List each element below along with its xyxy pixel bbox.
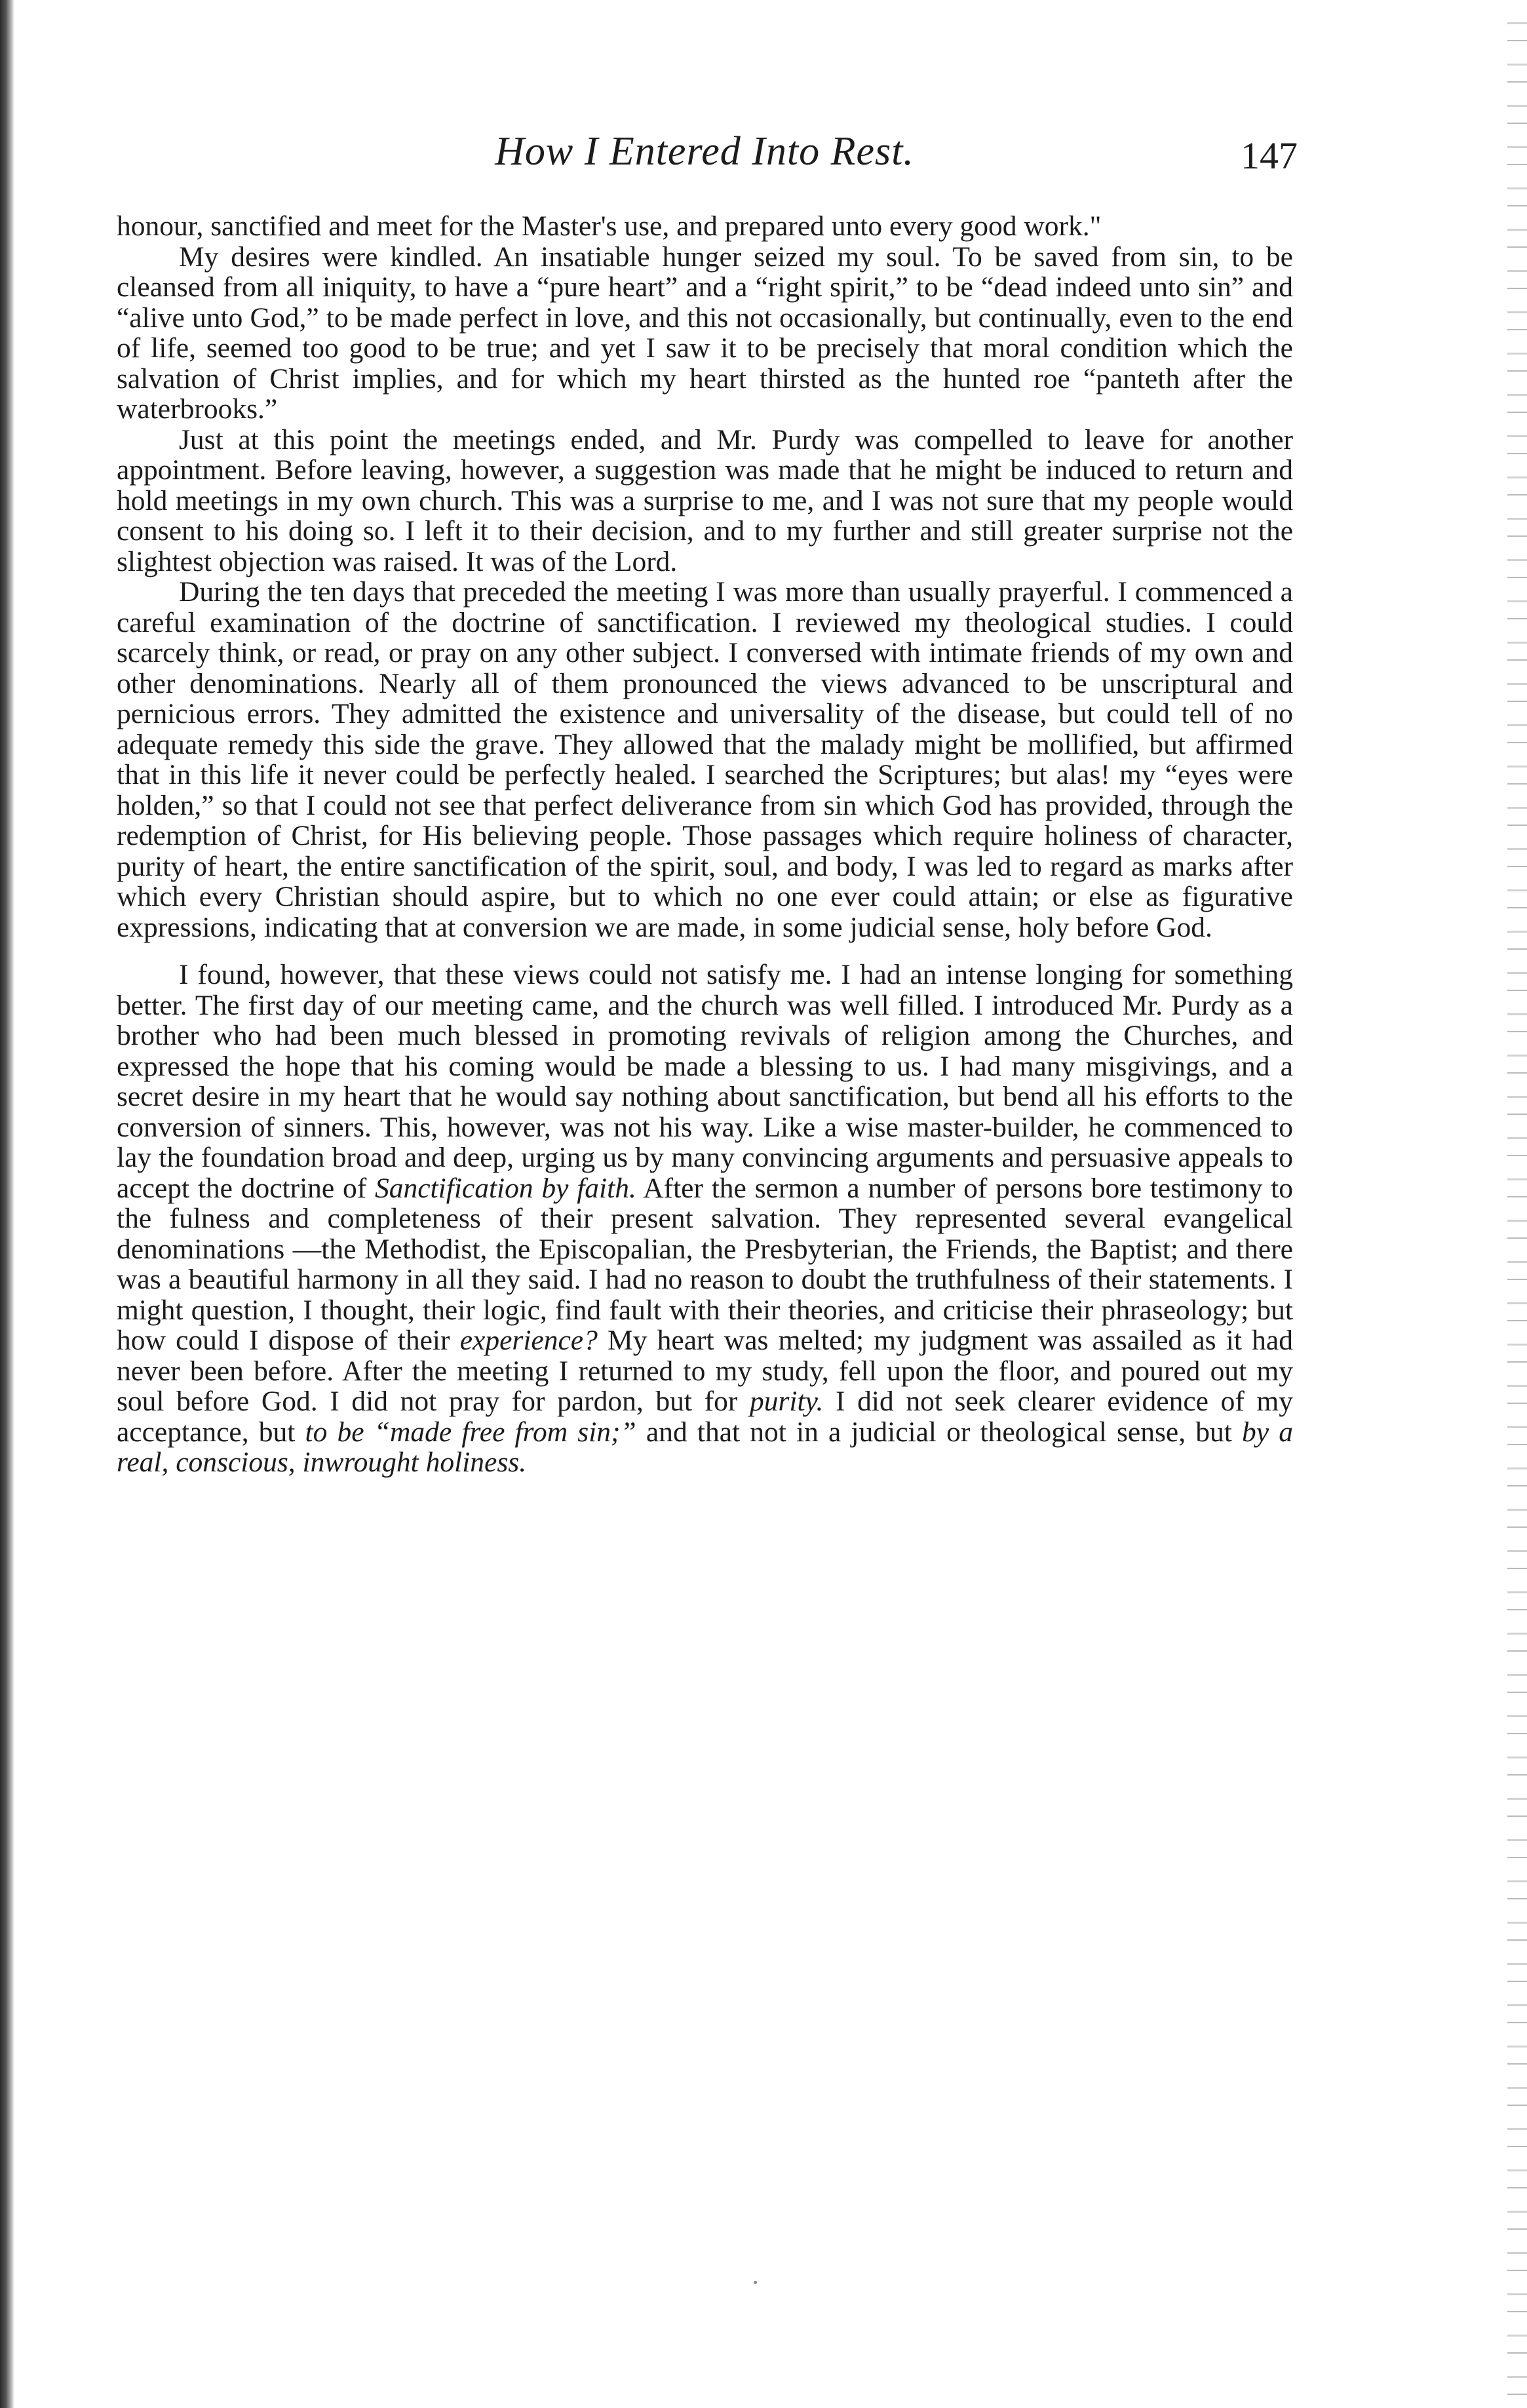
italic-phrase-free-from-sin: to be “made free from sin;” [305,1416,636,1448]
body-text [117,211,1293,1478]
italic-phrase-holiness: by a real, conscious, inwrought holiness. [117,1416,1294,1478]
italic-phrase-purity: purity. [749,1386,824,1417]
running-head: How I Entered Into Rest. [495,129,914,174]
paragraph-5-part-c: My heart was melted; my judgment was assailed as it had never been before. After the meeting I returned to my study, fell upon the floor, and poured out my soul before God. I did not pray for pardon, but for [117,1325,1293,1417]
paragraph-5-part-b: After the sermon a number of persons bore testimony to the fulness and completeness of their present salvation. They represented several evangelical denominations —the Methodist, the Episcopalian, the Presbyterian, the Friends, the Baptist; and there was a beautiful harmony in all they said. I had no reason to doubt the truthfulness of their statements. I might question, I thought, their logic, find fault with their theories, and criticise their phraseology; but how could I dispose of their [117,1172,1293,1356]
page-edge [1507,0,1527,2408]
paragraph-5 [117,960,1293,1478]
italic-phrase-sanctification: Sanctification by faith. [375,1172,636,1204]
paragraph-5-part-a: I found, however, that these views could not satisfy me. I had an intense longing for something better. The first day of our meeting came, and the church was well filled. I introduced Mr. Purdy as a brother who had been much blessed in promoting revivals of religion among the Churches, and expressed the hope that his coming would be made a blessing to us. I had many misgivings, and a secret desire in my heart that he would say nothing about sanctification, but bend all his efforts to the conversion of sinners. This, however, was not his way. Like a wise master-builder, he commenced to lay the foundation broad and deep, urging us by many convincing arguments and persuasive appeals to accept the doctrine of [117,959,1293,1204]
paragraph-2: My desires were kindled. An insatiable hunger seized my soul. To be saved from sin, to be cleansed from all iniquity, to have a “pure heart” and a “right spirit,” to be “dead indeed unto sin” and “alive unto God,” to be made perfect in love, and this not occasionally, but continually, even to the end of life, seemed too good to be true; and yet I saw it to be precisely that moral condition which the salvation of Christ implies, and for which my heart thirsted as the hunted roe “panteth after the waterbrooks.” [117,241,1293,425]
paragraph-5-part-e: and that not in a judicial or theological sense, but [646,1416,1232,1448]
italic-phrase-experience: experience? [459,1325,598,1356]
paragraph-5-part-d: I did not seek clearer evidence of my acceptance, but [117,1386,1294,1448]
page-number: 147 [1241,134,1298,177]
binding-shadow [0,0,14,2408]
paragraph-4: During the ten days that preceded the meeting I was more than usually prayerful. I commenced a careful examination of the doctrine of sanctification. I reviewed my theological studies. I could scarcely think, or read, or pray on any other subject. I conversed with intimate friends of my own and other denominations. Nearly all of them pronounced the views advanced to be unscriptural and pernicious errors. They admitted the existence and universality of the disease, but could tell of no adequate remedy this side the grave. They allowed that the malady might be mollified, but affirmed that in this life it never could be perfectly healed. I searched the Scriptures; but alas! my “eyes were holden,” so that I could not see that perfect deliverance from sin which God has provided, through the redemption of Christ, for His believing people. Those passages which require holiness of character, purity of heart, the entire sanctification of the spirit, soul, and body, I was led to regard as marks after which every Christian should aspire, but to which no one ever could attain; or else as figurative expressions, indicating that at conversion we are made, in some judicial sense, holy before God. [117,576,1293,943]
page-header [111,128,1298,201]
print-speck [754,2281,757,2284]
paragraph-1: honour, sanctified and meet for the Master's use, and prepared unto every good work." [117,210,1102,242]
paragraph-3: Just at this point the meetings ended, and Mr. Purdy was compelled to leave for another appointment. Before leaving, however, a suggestion was made that he might be induced to return and hold meetings in my own church. This was a surprise to me, and I was not sure that my people would consent to his doing so. I left it to their decision, and to my further and still greater surprise not the slightest objection was raised. It was of the Lord. [117,423,1293,577]
